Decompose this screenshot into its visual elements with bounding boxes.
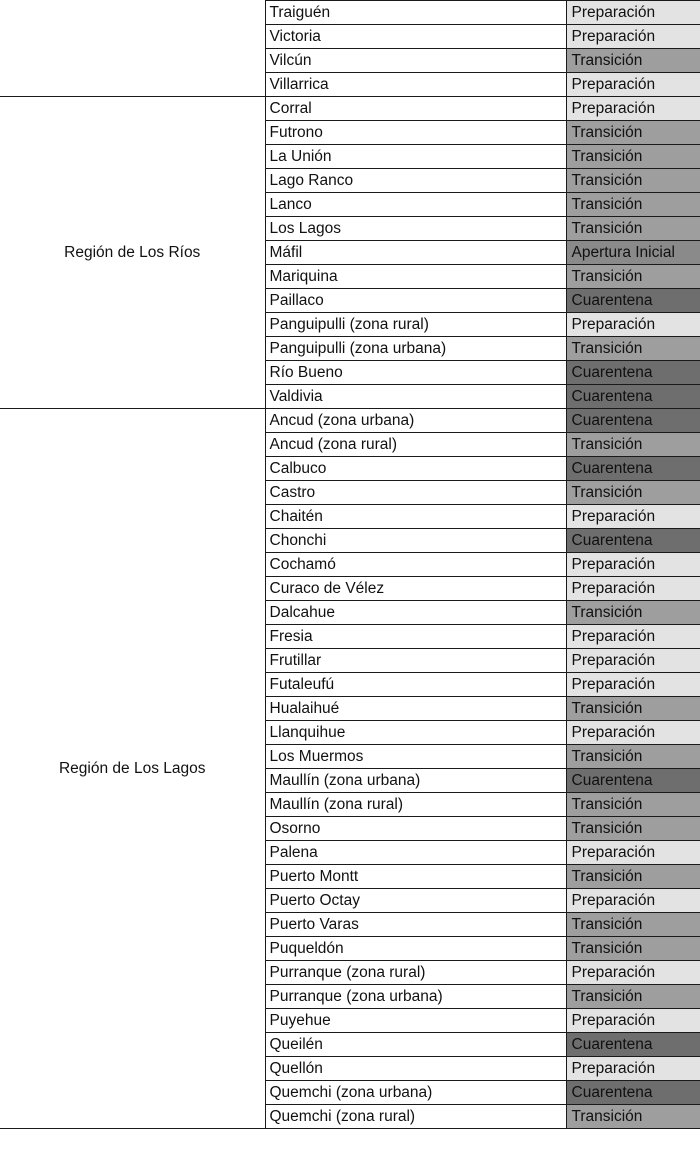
commune-cell: Llanquihue	[265, 721, 566, 745]
commune-cell: Valdivia	[265, 385, 566, 409]
status-cell: Transición	[566, 169, 700, 193]
commune-cell: Panguipulli (zona urbana)	[265, 337, 566, 361]
commune-cell: Ancud (zona rural)	[265, 433, 566, 457]
status-cell: Cuarentena	[566, 529, 700, 553]
commune-cell: Traiguén	[265, 1, 566, 25]
commune-cell: Los Muermos	[265, 745, 566, 769]
status-cell: Preparación	[566, 553, 700, 577]
status-cell: Transición	[566, 697, 700, 721]
commune-cell: Río Bueno	[265, 361, 566, 385]
status-cell: Transición	[566, 601, 700, 625]
status-cell: Cuarentena	[566, 1081, 700, 1105]
status-cell: Preparación	[566, 1, 700, 25]
commune-cell: Puyehue	[265, 1009, 566, 1033]
commune-cell: Panguipulli (zona rural)	[265, 313, 566, 337]
commune-cell: Quemchi (zona urbana)	[265, 1081, 566, 1105]
commune-cell: Cochamó	[265, 553, 566, 577]
commune-cell: Puerto Octay	[265, 889, 566, 913]
status-cell: Cuarentena	[566, 385, 700, 409]
status-cell: Transición	[566, 337, 700, 361]
status-cell: Cuarentena	[566, 1033, 700, 1057]
status-cell: Preparación	[566, 577, 700, 601]
table-row	[0, 409, 700, 433]
status-cell: Preparación	[566, 313, 700, 337]
status-cell: Transición	[566, 745, 700, 769]
commune-cell: Chonchi	[265, 529, 566, 553]
status-cell: Preparación	[566, 841, 700, 865]
commune-cell: Puqueldón	[265, 937, 566, 961]
commune-cell: Lanco	[265, 193, 566, 217]
commune-cell: Futrono	[265, 121, 566, 145]
status-cell: Cuarentena	[566, 361, 700, 385]
commune-cell: Castro	[265, 481, 566, 505]
commune-cell: Máfil	[265, 241, 566, 265]
commune-cell: Maullín (zona urbana)	[265, 769, 566, 793]
status-cell: Transición	[566, 49, 700, 73]
status-cell: Transición	[566, 145, 700, 169]
commune-cell: Quemchi (zona rural)	[265, 1105, 566, 1129]
status-cell: Transición	[566, 985, 700, 1009]
commune-cell: Calbuco	[265, 457, 566, 481]
status-cell: Preparación	[566, 649, 700, 673]
table-row	[0, 1, 700, 25]
commune-cell: Curaco de Vélez	[265, 577, 566, 601]
status-cell: Transición	[566, 1105, 700, 1129]
commune-cell: Puerto Varas	[265, 913, 566, 937]
status-cell: Apertura Inicial	[566, 241, 700, 265]
status-cell: Preparación	[566, 73, 700, 97]
commune-cell: Villarrica	[265, 73, 566, 97]
commune-cell: Hualaihué	[265, 697, 566, 721]
status-cell: Cuarentena	[566, 769, 700, 793]
commune-cell: La Unión	[265, 145, 566, 169]
status-cell: Transición	[566, 217, 700, 241]
status-cell: Transición	[566, 817, 700, 841]
status-cell: Preparación	[566, 625, 700, 649]
commune-cell: Corral	[265, 97, 566, 121]
commune-cell: Osorno	[265, 817, 566, 841]
status-cell: Transición	[566, 937, 700, 961]
table-row	[0, 97, 700, 121]
commune-cell: Los Lagos	[265, 217, 566, 241]
commune-cell: Maullín (zona rural)	[265, 793, 566, 817]
table-body	[0, 1, 700, 1129]
status-cell: Preparación	[566, 25, 700, 49]
status-cell: Preparación	[566, 1057, 700, 1081]
status-cell: Transición	[566, 121, 700, 145]
commune-cell: Paillaco	[265, 289, 566, 313]
status-cell: Preparación	[566, 673, 700, 697]
status-cell: Preparación	[566, 505, 700, 529]
status-cell: Cuarentena	[566, 289, 700, 313]
status-cell: Transición	[566, 793, 700, 817]
commune-cell: Purranque (zona rural)	[265, 961, 566, 985]
commune-cell: Mariquina	[265, 265, 566, 289]
status-cell: Transición	[566, 433, 700, 457]
commune-cell: Lago Ranco	[265, 169, 566, 193]
commune-cell: Puerto Montt	[265, 865, 566, 889]
commune-cell: Chaitén	[265, 505, 566, 529]
status-cell: Preparación	[566, 721, 700, 745]
commune-cell: Frutillar	[265, 649, 566, 673]
commune-cell: Quellón	[265, 1057, 566, 1081]
status-cell: Preparación	[566, 889, 700, 913]
region-cell: Región de Los Ríos	[0, 97, 265, 409]
commune-cell: Palena	[265, 841, 566, 865]
commune-cell: Futaleufú	[265, 673, 566, 697]
commune-cell: Queilén	[265, 1033, 566, 1057]
region-cell	[0, 1, 265, 97]
status-cell: Preparación	[566, 97, 700, 121]
region-cell: Región de Los Lagos	[0, 409, 265, 1129]
status-cell: Cuarentena	[566, 409, 700, 433]
status-cell: Transición	[566, 265, 700, 289]
status-cell: Transición	[566, 193, 700, 217]
commune-cell: Victoria	[265, 25, 566, 49]
status-cell: Preparación	[566, 1009, 700, 1033]
status-cell: Transición	[566, 913, 700, 937]
commune-cell: Ancud (zona urbana)	[265, 409, 566, 433]
status-cell: Preparación	[566, 961, 700, 985]
status-cell: Cuarentena	[566, 457, 700, 481]
status-cell: Transición	[566, 481, 700, 505]
commune-cell: Purranque (zona urbana)	[265, 985, 566, 1009]
commune-cell: Fresia	[265, 625, 566, 649]
commune-cell: Dalcahue	[265, 601, 566, 625]
commune-cell: Vilcún	[265, 49, 566, 73]
status-cell: Transición	[566, 865, 700, 889]
